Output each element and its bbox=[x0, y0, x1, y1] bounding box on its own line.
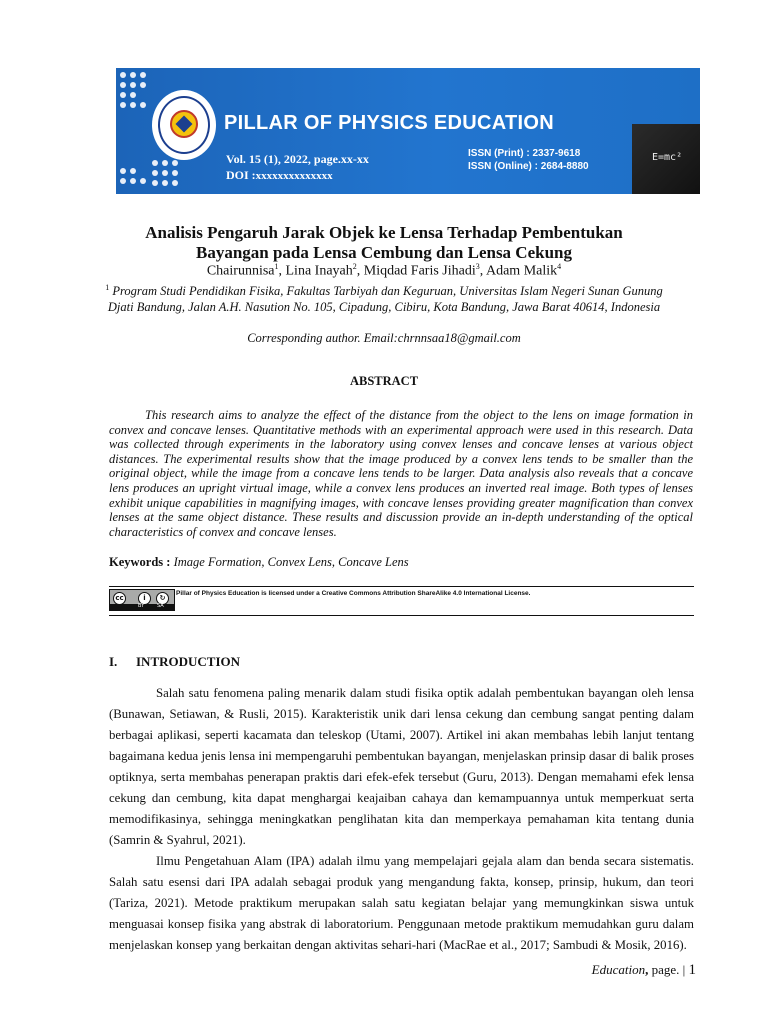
author-sup: 1 bbox=[274, 262, 279, 271]
cc-sa-label: SA bbox=[157, 603, 164, 609]
author-name: Chairunnisa bbox=[206, 263, 275, 279]
affiliation-line1 bbox=[0, 283, 768, 299]
dot-pattern-mid bbox=[152, 160, 182, 190]
doi-label: DOI : bbox=[226, 168, 256, 182]
author-sup: 4 bbox=[557, 262, 562, 271]
issn-print: ISSN (Print) : 2337-9618 bbox=[468, 148, 581, 159]
board-formula: E=mc² bbox=[652, 152, 683, 163]
keywords-values: Image Formation, Convex Lens, Concave Lens bbox=[173, 555, 409, 569]
affiliation-sup: 1 bbox=[105, 283, 110, 292]
footer-comma: , bbox=[645, 962, 649, 977]
cc-icon: cc bbox=[113, 592, 126, 605]
cc-license-badge bbox=[109, 589, 175, 611]
affiliation-line2: Djati Bandung, Jalan A.H. Nasution No. 105, Cipadung, Cibiru, Kota Bandung, Jawa Barat 40614, Indonesia bbox=[107, 300, 661, 314]
author-name: Lina Inayah bbox=[285, 263, 353, 279]
cc-badge-band bbox=[110, 604, 174, 610]
affiliation-text: Program Studi Pendidikan Fisika, Fakultas Tarbiyah dan Keguruan, Universitas Islam Negeri Sunan Gunung bbox=[112, 284, 663, 299]
volume-info: Vol. 15 (1), 2022, page.xx-xx bbox=[226, 152, 369, 166]
journal-name: PILLAR OF PHYSICS EDUCATION bbox=[224, 112, 554, 134]
author-sup: 2 bbox=[352, 262, 357, 271]
keywords bbox=[109, 555, 409, 570]
page-footer bbox=[592, 962, 696, 979]
paper-title-line2: Bayangan pada Lensa Cembung dan Lensa Cekung bbox=[195, 243, 572, 262]
footer-page-label: page. bbox=[651, 962, 680, 977]
footer-separator: | bbox=[682, 962, 686, 977]
paper-title-line1: Analisis Pengaruh Jarak Objek ke Lensa Terhadap Pembentukan bbox=[145, 223, 623, 242]
person-icon: i bbox=[138, 592, 151, 605]
doi-value: xxxxxxxxxxxxxx bbox=[255, 170, 333, 182]
body-paragraph-1: Salah satu fenomena paling menarik dalam studi fisika optik adalah pembentukan bayangan oleh lensa (Bunawan, Setiawan, & Rusli, 2015). Karakteristik unik dari lensa cekung dan cembung sangat penting dalam berbagai aplikasi, seperti kacamata dan teleskop (Utami, 2007). Artikel ini akan membahas lebih lanjut tentang bagaimana kedua jenis lensa ini mempengaruhi pembentukan bayangan, menjelaskan prinsip dasar di balik proses optiknya, serta membahas penerapan praktis dari efek-efek tersebut (Guru, 2013). Dengan memahami efek lensa cekung dan cembung, kita dapat menghargai keajaiban cahaya dan kemampuannya untuk memperkuat serta memodifikasinya, sehingga meningkatkan penglihatan kita dan memperkaya pemahaman kita tentang dunia (Samrin & Syahrul, 2021). bbox=[109, 686, 694, 847]
license-text: Pillar of Physics Education is licensed under a Creative Commons Attribution ShareAlike 4.0 International License. bbox=[176, 590, 531, 597]
abstract-body: This research aims to analyze the effect of the distance from the object to the lens on image formation in convex and concave lenses. Quantitative methods with an experimental approach were used in this research. Data was collected through experiments in the laboratory using convex lenses and concave lenses at various object distances. The experimental results show that the image produced by a convex lens tends to be smaller than the original object, while the image from a concave lens tends to be larger. Data analysis also reveals that a concave lens produces an upright virtual image, while a convex lens produces an inverted real image. Both types of lenses exhibit unique capabilities in magnifying images, with concave lenses providing greater magnification than convex lenses at the same object distance. These results and discussion provide an in-depth understanding of the optical characteristics of convex and concave lenses. bbox=[109, 408, 693, 539]
dot-pattern-left bbox=[120, 72, 150, 190]
doi-info bbox=[226, 168, 333, 183]
divider-bottom bbox=[109, 615, 694, 616]
issn-online: ISSN (Online) : 2684-8880 bbox=[468, 161, 589, 172]
author-name: Miqdad Faris Jihadi bbox=[363, 263, 476, 279]
footer-journal: Education bbox=[591, 962, 646, 977]
abstract-heading: ABSTRACT bbox=[349, 374, 419, 388]
journal-banner bbox=[116, 68, 700, 194]
share-alike-icon: ↻ bbox=[156, 592, 169, 605]
section-number: I. bbox=[109, 654, 118, 669]
footer-page-number: 1 bbox=[688, 962, 696, 978]
body-paragraph-2: Ilmu Pengetahuan Alam (IPA) adalah ilmu yang mempelajari gejala alam dan benda secara sistematis. Salah satu esensi dari IPA adalah sebagai produk yang mengandung fakta, konsep, prinsip, hukum, dan teori (Tariza, 2021). Metode praktikum merupakan salah satu kegiatan belajar yang memungkinkan siswa untuk menguasai konsep fisika yang abstrak di laboratorium. Penggunaan metode praktikum memudahkan guru dalam menjelaskan konsep yang berkaitan dengan aktivitas sehari-hari (MacRae et al., 2017; Sambudi & Mosik, 2016). bbox=[109, 854, 694, 952]
section-title: INTRODUCTION bbox=[136, 654, 241, 669]
university-logo bbox=[152, 90, 216, 160]
chalkboard-image bbox=[632, 124, 700, 194]
keywords-label: Keywords : bbox=[109, 555, 171, 569]
corresponding-author: Corresponding author. Email:chrnnsaa18@gmail.com bbox=[247, 331, 521, 345]
divider-top bbox=[109, 586, 694, 587]
author-sup: 3 bbox=[475, 262, 480, 271]
author-list: Chairunnisa$^1$, Lina Inayah$^2$, Miqdad Faris Jihadi$^3$, Adam Malik$^4$ bbox=[206, 262, 562, 279]
cc-by-label: BY bbox=[138, 603, 145, 609]
author-name: Adam Malik bbox=[485, 263, 558, 279]
